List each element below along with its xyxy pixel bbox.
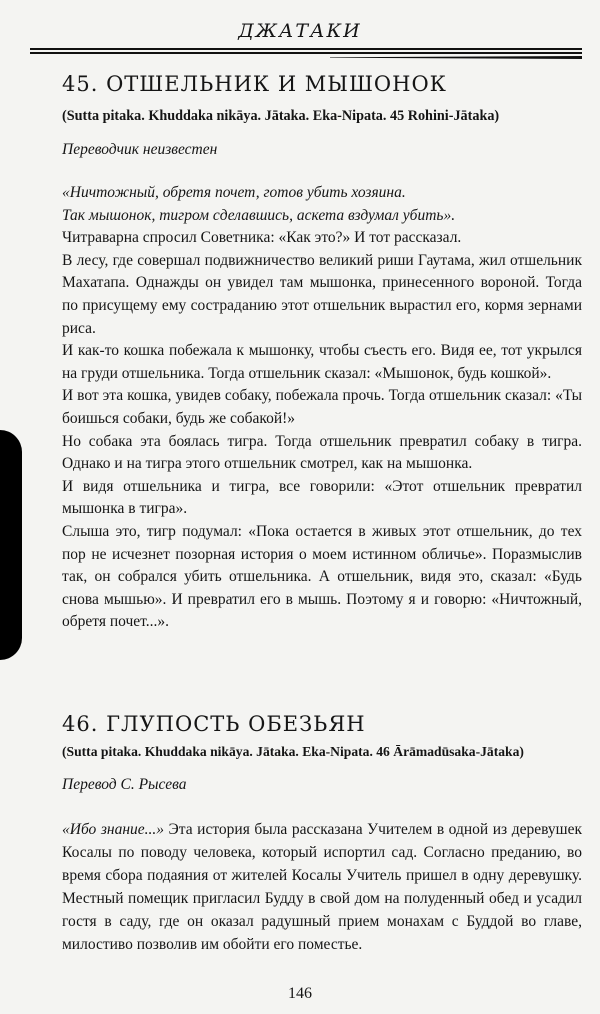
paragraph: И видя отшельника и тигра, все говорили: «Этот отшельник превратил мышонка в тигра». <box>62 477 582 518</box>
paragraph <box>62 818 582 956</box>
page-number: 146 <box>288 985 312 1002</box>
header-rule-swash <box>330 56 582 59</box>
paragraph: И вот эта кошка, увидев собаку, побежала прочь. Тогда отшельник сказал: «Ты боишься собаки, будь же собакой!» <box>62 387 582 427</box>
section-45-body <box>62 182 582 634</box>
translator-note-45: Переводчик неизвестен <box>62 141 218 158</box>
paragraph: В лесу, где совершал подвижничество великий риши Гаутама, жил отшельник Махатапа. Однажды он увидел там мышонка, принесенного вороной. Тогда по присущему ему состраданию этот отшельник вырастил его, кормя зернами риса. <box>62 251 582 337</box>
chapter-title-45: 45. ОТШЕЛЬНИК И МЫШОНОК <box>62 72 447 96</box>
section-46-body <box>62 818 582 956</box>
paragraph: Читраварна спросил Советника: «Как это?» И тот рассказал. <box>62 229 462 247</box>
verse-line: Так мышонок, тигром сделавшись, аскета вздумал убить». <box>62 206 456 224</box>
binding-shadow <box>0 430 22 660</box>
lead-quote: «Ибо знание...» <box>62 821 165 838</box>
header-rule-middle <box>30 52 582 54</box>
paragraph-text: Эта история была рассказана Учителем в одной из деревушек Косалы по поводу человека, который испортил сад. Согласно преданию, во время сбора подаяния от жителей Косалы Учитель пришел в одну деревушку. Местный помещик пригласил Будду в свой дом на полуденный обед и усадил гостя в саду, где он оказал радушный прием монахам с Буддой во главе, милостиво позволив им обойти его поместье. <box>62 821 582 953</box>
source-citation-46: (Sutta pitaka. Khuddaka nikāya. Jātaka. Eka-Nipata. 46 Ārāmadūsaka-Jātaka) <box>62 744 524 759</box>
paragraph: И как-то кошка побежала к мышонку, чтобы съесть его. Видя ее, тот укрылся на груди отшельника. Тогда отшельник сказал: «Мышонок, будь кошкой». <box>62 342 582 382</box>
chapter-title-46: 46. ГЛУПОСТЬ ОБЕЗЬЯН <box>62 712 366 736</box>
paragraph: Слыша это, тигр подумал: «Пока остается в живых этот отшельник, до тех пор не исчезнет позорная история о моем истинном обличье». Поразмыслив так, он собрался убить отшельника. А отшельник, видя это, сказал: «Будь снова мышью». И превратил его в мышь. Поэтому я и говорю: «Ничтожный, обретя почет...». <box>62 522 582 631</box>
verse-line: «Ничтожный, обретя почет, готов убить хозяина. <box>62 184 406 201</box>
paragraph: Но собака эта боялась тигра. Тогда отшельник превратил собаку в тигра. Однако и на тигра этого отшельник смотрел, как на мышонка. <box>62 432 582 473</box>
source-citation-45: (Sutta pitaka. Khuddaka nikāya. Jātaka. Eka-Nipata. 45 Rohini-Jātaka) <box>62 108 500 124</box>
header-rule-top <box>30 48 582 50</box>
translator-note-46: Перевод С. Рысева <box>62 776 187 793</box>
running-head: ДЖАТАКИ <box>238 20 362 42</box>
